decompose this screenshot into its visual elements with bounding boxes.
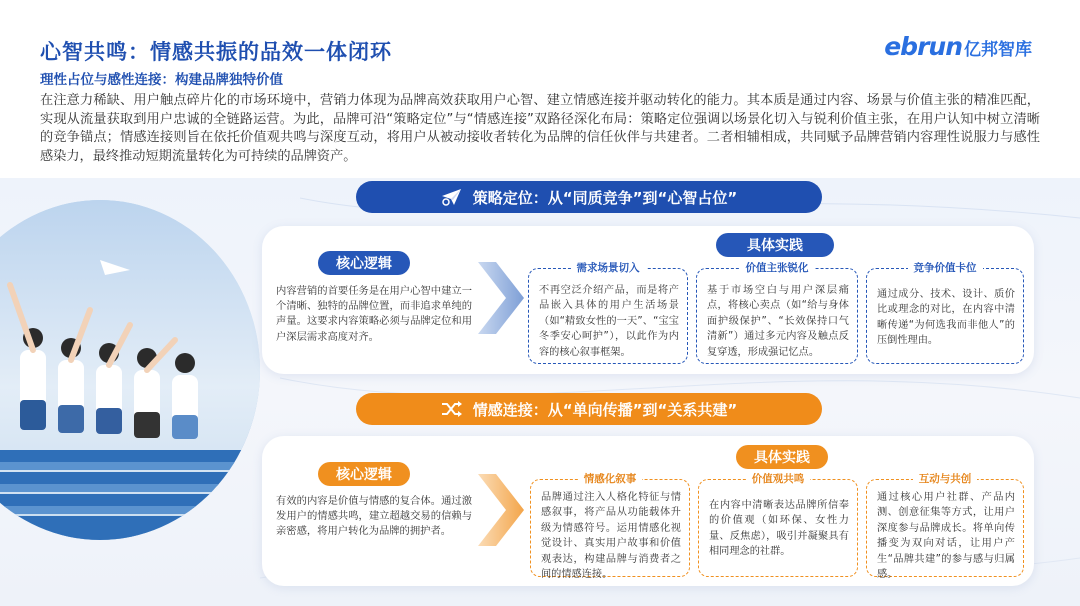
intro-paragraph: 在注意力稀缺、用户触点碎片化的市场环境中，营销力体现为品牌高效获取用户心智、建立情感连接并驱动转化的能力。其本质是通过内容、场景与价值主张的精准匹配，实现从流量获取到用户忠诚的全链路运营。为此，品牌可沿“策略定位”与“情感连接”双路径深化布局：策略定位强调以场景化切入与锐利价值主张，在用户认知中树立清晰的竞争锚点；情感连接则旨在依托价值观共鸣与深度互动，将用户从被动接收者转化为品牌的信任伙伴与共建者。二者相辅相成，共同赋予品牌营销内容理性说服力与感性感染力，最终推动短期流量转化为可持续的品牌资产。 — [40, 93, 1040, 164]
practice-tag-1: 具体实践 — [716, 233, 834, 257]
card-value-resonance-text: 在内容中清晰表达品牌所信奉的价值观（如环保、女性力量、反焦虑），吸引并凝聚具有相同理念的社群。 — [709, 500, 849, 558]
card-emotional-narrative-text: 品牌通过注入人格化特征与情感叙事，将产品从功能载体升级为情感符号。运用情感化视觉设计、真实用户故事和价值观表达，构建品牌与消费者之间的情感连接。 — [541, 492, 681, 581]
emotional-connection-header — [356, 393, 822, 425]
card-value-resonance-title: 价值观共鸣 — [746, 473, 811, 485]
strategy-positioning-title: 策略定位：从“同质竞争”到“心智占位” — [472, 188, 738, 207]
card-scene-entry — [528, 262, 688, 364]
arrow-right-icon — [478, 262, 524, 334]
card-emotional-narrative-title: 情感化叙事 — [578, 473, 643, 485]
brand-logo-en: ebrun — [884, 32, 962, 61]
core-logic-text-2: 有效的内容是价值与情感的复合体。通过激发用户的情感共鸣，建立超越交易的信赖与亲密感，将用户转化为品牌的拥护者。 — [276, 495, 472, 538]
card-competitive-value — [866, 262, 1024, 364]
practice-tag-2: 具体实践 — [736, 445, 828, 469]
card-value-proposition-title: 价值主张锐化 — [740, 262, 815, 274]
card-value-resonance — [698, 473, 858, 577]
card-interaction-cocreation-title: 互动与共创 — [913, 473, 978, 485]
strategy-positioning-header — [356, 181, 822, 213]
arrow-right-icon — [478, 474, 524, 546]
core-logic-text-1: 内容营销的首要任务是在用户心智中建立一个清晰、独特的品牌位置，而非追求单纯的声量。这要求内容策略必须与品牌定位和用户深层需求高度对齐。 — [276, 285, 472, 343]
card-competitive-value-title: 竞争价值卡位 — [908, 262, 983, 274]
card-competitive-value-text: 通过成分、技术、设计、质价比或理念的对比，在内容中清晰传递“为何选我而非他人”的压倒性理由。 — [877, 289, 1015, 347]
shuffle-icon — [441, 400, 463, 418]
card-emotional-narrative — [530, 473, 690, 581]
emotional-connection-title: 情感连接：从“单向传播”到“关系共建” — [472, 400, 738, 419]
card-scene-entry-text: 不再空泛介绍产品，而是将产品嵌入具体的用户生活场景（如“精致女性的一天”、“宝宝冬季安心呵护”），以此作为内容的核心叙事框架。 — [539, 285, 679, 358]
page-title: 心智共鸣：情感共振的品效一体闭环 — [40, 40, 392, 64]
brand-logo-cn: 亿邦智库 — [964, 40, 1032, 60]
paper-plane-gear-icon — [441, 188, 463, 206]
card-interaction-cocreation-text: 通过核心用户社群、产品内测、创意征集等方式，让用户深度参与品牌成长。将单向传播变为双向对话，让用户产生“品牌共建”的参与感与归属感。 — [877, 492, 1015, 581]
page-subtitle: 理性占位与感性连接：构建品牌独特价值 — [40, 72, 283, 88]
core-logic-tag-2: 核心逻辑 — [318, 462, 410, 486]
card-value-proposition — [696, 262, 858, 364]
brand-logo — [884, 32, 1032, 61]
card-interaction-cocreation — [866, 473, 1024, 581]
card-value-proposition-text: 基于市场空白与用户深层痛点，将核心卖点（如“给与身体面护级保护”、“长效保持口气清新”）通过多元内容及触点反复穿透，形成强记忆点。 — [707, 285, 849, 358]
card-scene-entry-title: 需求场景切入 — [571, 262, 646, 274]
core-logic-tag-1: 核心逻辑 — [318, 251, 410, 275]
